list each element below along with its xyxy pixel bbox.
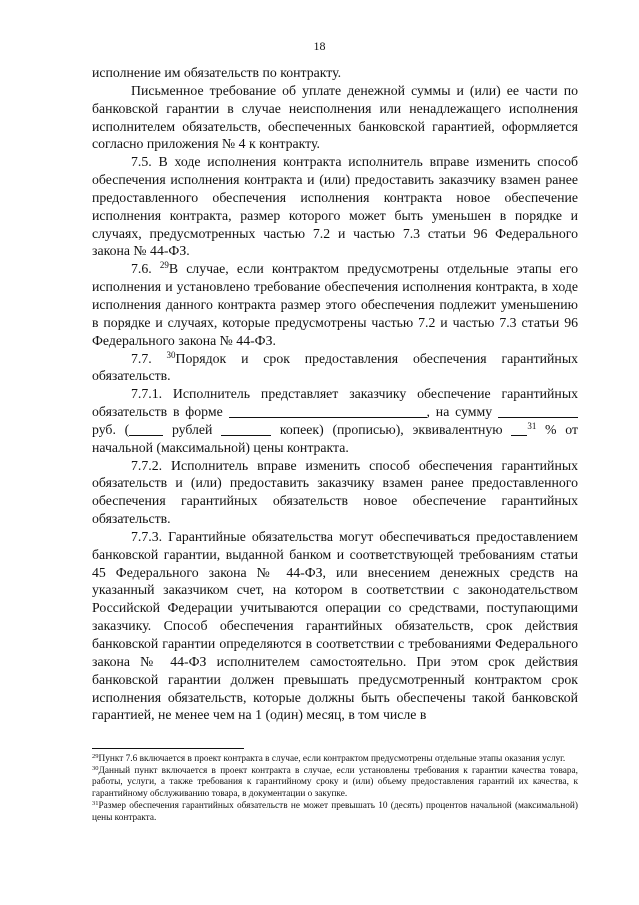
clause-text: Порядок и срок предоставления обеспечения гарантийных обязательств. [92, 350, 578, 384]
footnote-text: Пункт 7.6 включается в проект контракта в случае, если контрактом предусмотрены отдельные этапы оказания услуг. [98, 754, 566, 764]
paragraph-continuation: исполнение им обязательств по контракту. [92, 65, 342, 80]
footnote-ref[interactable]: 31 [527, 420, 537, 431]
footnote-text: Размер обеспечения гарантийных обязательств не может превышать 10 (десять) процентов начальной (максимальной) цены контракта. [92, 800, 578, 823]
clause-7-5: 7.5. В ходе исполнения контракта исполнитель вправе изменить способ обеспечения исполнения контракта и (или) предоставить заказчику взамен ранее предоставленного обеспечения исполнения контракта новое обеспечение исполнения контракта, размер которого может быть уменьшен в порядке и случаях, предусмотренных частью 7.2 и частью 7.3 статьи 96 Федерального закона № 44-ФЗ. [92, 154, 578, 259]
clause-text: рублей [163, 421, 222, 437]
clause-7-7-1 [92, 385, 578, 456]
paragraph-written-demand: Письменное требование об уплате денежной суммы и (или) ее части по банковской гарантии в случае неисполнения или ненадлежащего исполнения исполнителем обязательств, обеспеченных банковской гарантией, оформляется согласно приложения № 4 к контракту. [92, 82, 578, 152]
percent-blank-field[interactable] [511, 423, 527, 436]
clause-text: % от начальной (максимальной) цены контракта. [92, 421, 578, 455]
footnote-ref[interactable]: 29 [159, 260, 169, 271]
footnote-mark: 29 [92, 753, 99, 760]
page-number: 18 [313, 39, 326, 53]
form-blank-field[interactable] [229, 405, 427, 418]
footnote-mark: 30 [92, 764, 99, 772]
sum-blank-field[interactable] [498, 405, 578, 418]
footnotes [92, 754, 578, 824]
clause-number: 7.6. [131, 261, 160, 277]
clause-text: копеек) (прописью), эквивалентную [271, 421, 512, 437]
footnote-separator [92, 748, 244, 749]
rubles-blank-field[interactable] [129, 423, 163, 436]
clause-text: , на сумму [426, 404, 498, 420]
footnote-ref[interactable]: 30 [166, 349, 176, 360]
kopecks-blank-field[interactable] [221, 423, 271, 436]
clause-7-7 [92, 350, 578, 386]
clause-7-7-3: 7.7.3. Гарантийные обязательства могут обеспечиваться предоставлением банковской гарантии, выданной банком и соответствующей требованиям статьи 45 Федерального закона № 44-ФЗ, или внесением денежных средств на указанный заказчиком счет, на котором в соответствии с законодательством Российской Федерации учитываются операции со средствами, поступающими заказчику. Способ обеспечения гарантийных обязательств, срок действия банковской гарантии определяются в соответствии с требованиями Федерального закона № 44-ФЗ исполнителем самостоятельно. При этом срок действия банковской гарантии должен превышать предусмотренный контрактом срок исполнения обязательств, которые должны быть обеспечены такой банковской гарантией, не менее чем на 1 (один) месяц, в том числе в [92, 528, 578, 723]
clause-7-6 [92, 260, 578, 349]
clause-number: 7.7. [131, 350, 167, 366]
clause-text: 7.7.1. Исполнитель представляет заказчику обеспечение гарантийных обязательств в форме [92, 386, 578, 420]
clause-7-7-2: 7.7.2. Исполнитель вправе изменить способ обеспечения гарантийных обязательств и (или) предоставить заказчику взамен ранее предоставленного обеспечения гарантийных обязательств новое обеспечение гарантийных обязательств. [92, 457, 578, 527]
footnote-29 [92, 754, 578, 766]
footnote-31 [92, 801, 578, 824]
footnote-30 [92, 766, 578, 801]
footnote-text: Данный пункт включается в проект контракта в случае, если установлены требования к гарантии качества товара, работы, услуги, а также требования к гарантийному сроку и (или) объему предоставления гарантий их качества, к гарантийному обслуживанию товара, в документации о закупке. [92, 765, 578, 800]
clause-text: руб. ( [92, 421, 130, 437]
contract-body-text [92, 64, 578, 724]
footnote-mark: 31 [92, 799, 99, 807]
clause-text: В случае, если контрактом предусмотрены отдельные этапы его исполнения и установлено требование обеспечения исполнения контракта, в ходе исполнения данного контракта размер этого обеспечения подлежит уменьшению в порядке и случаях, которые предусмотрены частью 7.2 и частью 7.3 статьи 96 Федерального закона № 44-ФЗ. [92, 261, 578, 348]
